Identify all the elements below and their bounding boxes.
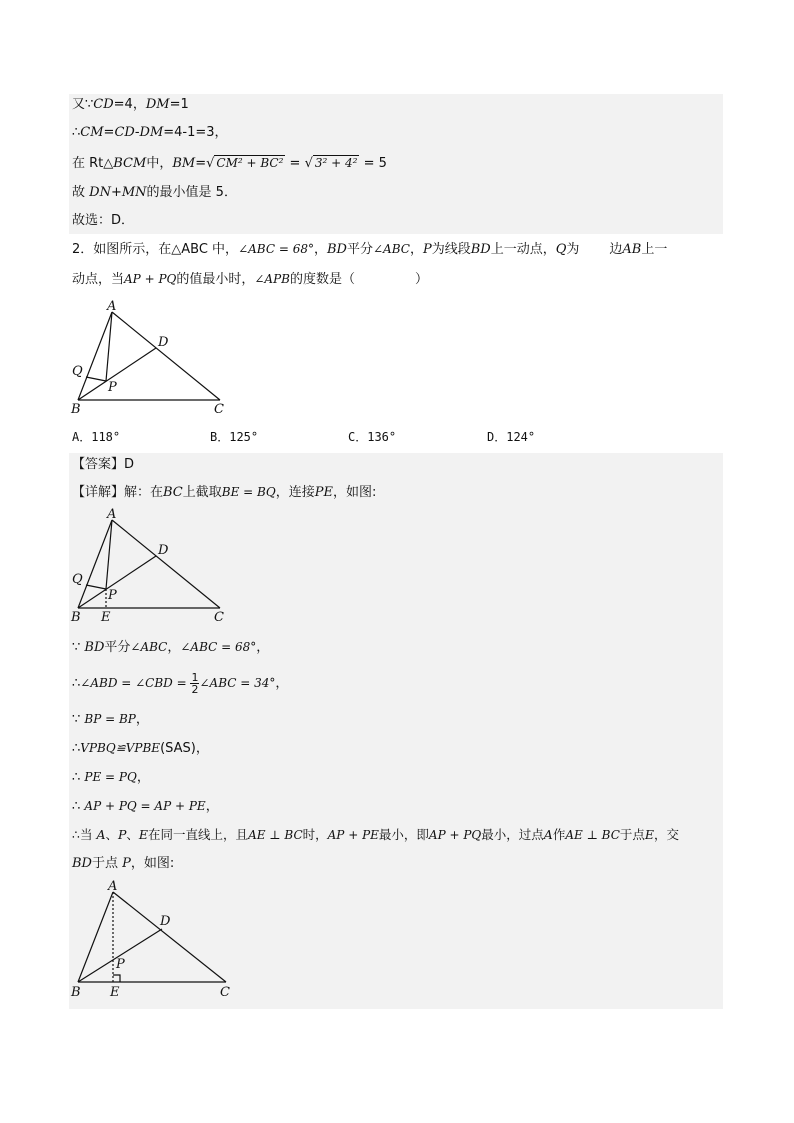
label-c: C <box>214 402 224 417</box>
label-d: D <box>158 335 169 350</box>
label-b: B <box>71 985 81 1000</box>
fraction-half: $\frac{1}{2}$ <box>191 671 199 696</box>
label-d: D <box>158 543 169 558</box>
label-d: D <box>160 914 171 929</box>
step-line: ∴ PE = PQ， <box>72 770 150 785</box>
label-p: P <box>116 957 125 972</box>
text-line: ∴CM=CD-DM=4-1=3， <box>72 125 228 140</box>
label-b: B <box>71 610 81 625</box>
label-q: Q <box>72 572 83 587</box>
step-line: ∴ AP + PQ = AP + PE， <box>72 799 219 814</box>
question-line: 2．如图所示，在△ABC 中，∠ABC = 68°，BD平分∠ABC，P为线段BD上一动点，Q为 边AB上一 <box>72 242 668 257</box>
step-line: ∴VPBQ≌VPBE(SAS)， <box>72 741 209 756</box>
segment-ab <box>78 892 113 982</box>
label-a: A <box>107 507 117 522</box>
label-c: C <box>220 985 230 1000</box>
step-line: ∴∠ABD = ∠CBD = $\frac{1}{2}$ ∠ABC = 34°， <box>72 671 289 696</box>
triangle-figure-detail <box>68 508 238 628</box>
segment-qp <box>86 377 106 381</box>
text-line: 又∵CD=4，DM=1 <box>72 97 189 112</box>
label-a: A <box>107 299 117 314</box>
segment-ac <box>112 520 220 608</box>
segment-ap <box>106 312 112 381</box>
segment-bd <box>78 556 156 608</box>
segment-ap <box>106 520 112 589</box>
answer-line: 【答案】D <box>72 457 135 472</box>
option-b[interactable]: B．125° <box>210 430 259 444</box>
label-q: Q <box>72 364 83 379</box>
option-d[interactable]: D．124° <box>487 430 536 444</box>
question-line: 动点，当AP + PQ的值最小时，∠APB的度数是（ ） <box>72 272 429 287</box>
segment-ac <box>112 312 220 400</box>
text-line: 故选：D． <box>72 213 135 228</box>
label-p: P <box>108 588 117 603</box>
label-b: B <box>71 402 81 417</box>
segment-ab <box>78 520 112 608</box>
triangle-figure-question <box>68 300 238 420</box>
step-line: ∴当 A、P、E在同一直线上，且AE ⊥ BC时，AP + PE最小，即AP + PQ最小，过点A作AE ⊥ BC于点E，交 <box>72 827 680 842</box>
label-e: E <box>110 985 120 1000</box>
segment-ac <box>113 892 226 982</box>
option-a[interactable]: A．118° <box>72 430 121 444</box>
text-line: 故 DN+MN的最小值是 5． <box>72 185 237 200</box>
right-angle-mark <box>113 975 120 982</box>
detail-line: 【详解】解：在BC上截取BE = BQ，连接PE，如图: <box>72 485 377 500</box>
label-p: P <box>108 380 117 395</box>
segment-qp <box>86 585 106 589</box>
option-c[interactable]: C．136° <box>348 430 397 444</box>
label-e: E <box>101 610 111 625</box>
segment-bd <box>78 929 162 982</box>
triangle-figure-perpendicular <box>68 878 243 1003</box>
segment-ab <box>78 312 112 400</box>
step-line: ∵ BD平分∠ABC，∠ABC = 68°， <box>72 640 270 655</box>
label-a: A <box>108 879 118 894</box>
label-c: C <box>214 610 224 625</box>
text-line: 在 Rt△BCM中，BM=√ CM² + BC² = √ 3² + 4² = 5 <box>72 156 387 171</box>
step-line: BD于点 P，如图: <box>72 856 175 871</box>
step-line: ∵ BP = BP， <box>72 712 149 727</box>
segment-bd <box>78 348 156 400</box>
